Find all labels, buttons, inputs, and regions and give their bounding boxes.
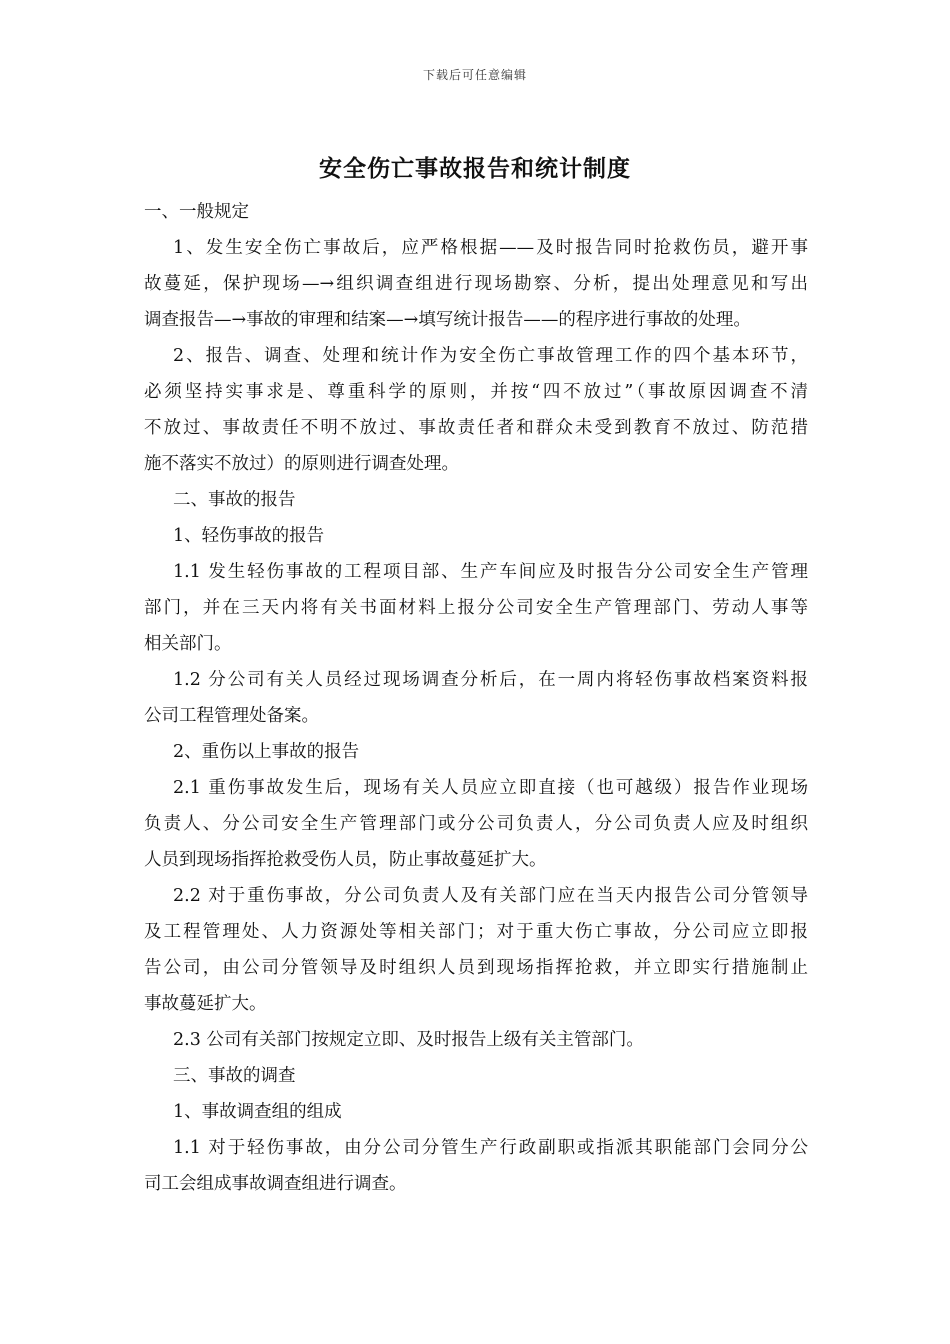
text-line: 2、报告、调查、处理和统计作为安全伤亡事故管理工作的四个基本环节， [173,346,808,366]
text-line: 2.3 公司有关部门按规定立即、及时报告上级有关主管部门。 [173,1030,644,1050]
text-line: 1、轻伤事故的报告 [173,526,325,546]
text-line: 及工程管理处、人力资源处等相关部门；对于重大伤亡事故，分公司应立即报 [144,922,808,942]
text-line: 必须坚持实事求是、尊重科学的原则，并按“四不放过”（事故原因调查不清 [144,382,808,402]
text-line: 1.2 分公司有关人员经过现场调查分析后，在一周内将轻伤事故档案资料报 [173,670,808,690]
text-line: 相关部门。 [144,634,232,654]
text-line: 1、发生安全伤亡事故后，应严格根据——及时报告同时抢救伤员，避开事 [173,238,808,258]
text-line: 事故蔓延扩大。 [144,994,267,1014]
text-line: 不放过、事故责任不明不放过、事故责任者和群众未受到教育不放过、防范措 [144,418,808,438]
text-line: 二、事故的报告 [173,490,296,510]
text-line: 一、一般规定 [144,202,249,222]
text-line: 公司工程管理处备案。 [144,706,319,726]
text-line: 1.1 发生轻伤事故的工程项目部、生产车间应及时报告分公司安全生产管理 [173,562,808,582]
document-title: 安全伤亡事故报告和统计制度 [319,155,631,182]
text-line: 故蔓延，保护现场—→组织调查组进行现场勘察、分析，提出处理意见和写出 [144,274,808,294]
text-line: 施不落实不放过）的原则进行调查处理。 [144,454,459,474]
text-line: 负责人、分公司安全生产管理部门或分公司负责人，分公司负责人应及时组织 [144,814,808,834]
text-line: 三、事故的调查 [173,1066,296,1086]
header-note: 下载后可任意编辑 [422,68,527,82]
text-line: 人员到现场指挥抢救受伤人员，防止事故蔓延扩大。 [144,850,547,870]
text-line: 部门，并在三天内将有关书面材料上报分公司安全生产管理部门、劳动人事等 [144,598,808,618]
text-line: 1、事故调查组的组成 [173,1102,342,1122]
document-body [144,194,808,1202]
text-line: 2.2 对于重伤事故，分公司负责人及有关部门应在当天内报告公司分管领导 [173,886,808,906]
text-line: 调查报告—→事故的审理和结案—→填写统计报告——的程序进行事故的处理。 [144,310,751,330]
text-line: 1.1 对于轻伤事故，由分公司分管生产行政副职或指派其职能部门会同分公 [173,1138,808,1158]
text-line: 2、重伤以上事故的报告 [173,742,360,762]
text-line: 司工会组成事故调查组进行调查。 [144,1174,407,1194]
text-line: 2.1 重伤事故发生后，现场有关人员应立即直接（也可越级）报告作业现场 [173,778,808,798]
text-line: 告公司，由公司分管领导及时组织人员到现场指挥抢救，并立即实行措施制止 [144,958,808,978]
